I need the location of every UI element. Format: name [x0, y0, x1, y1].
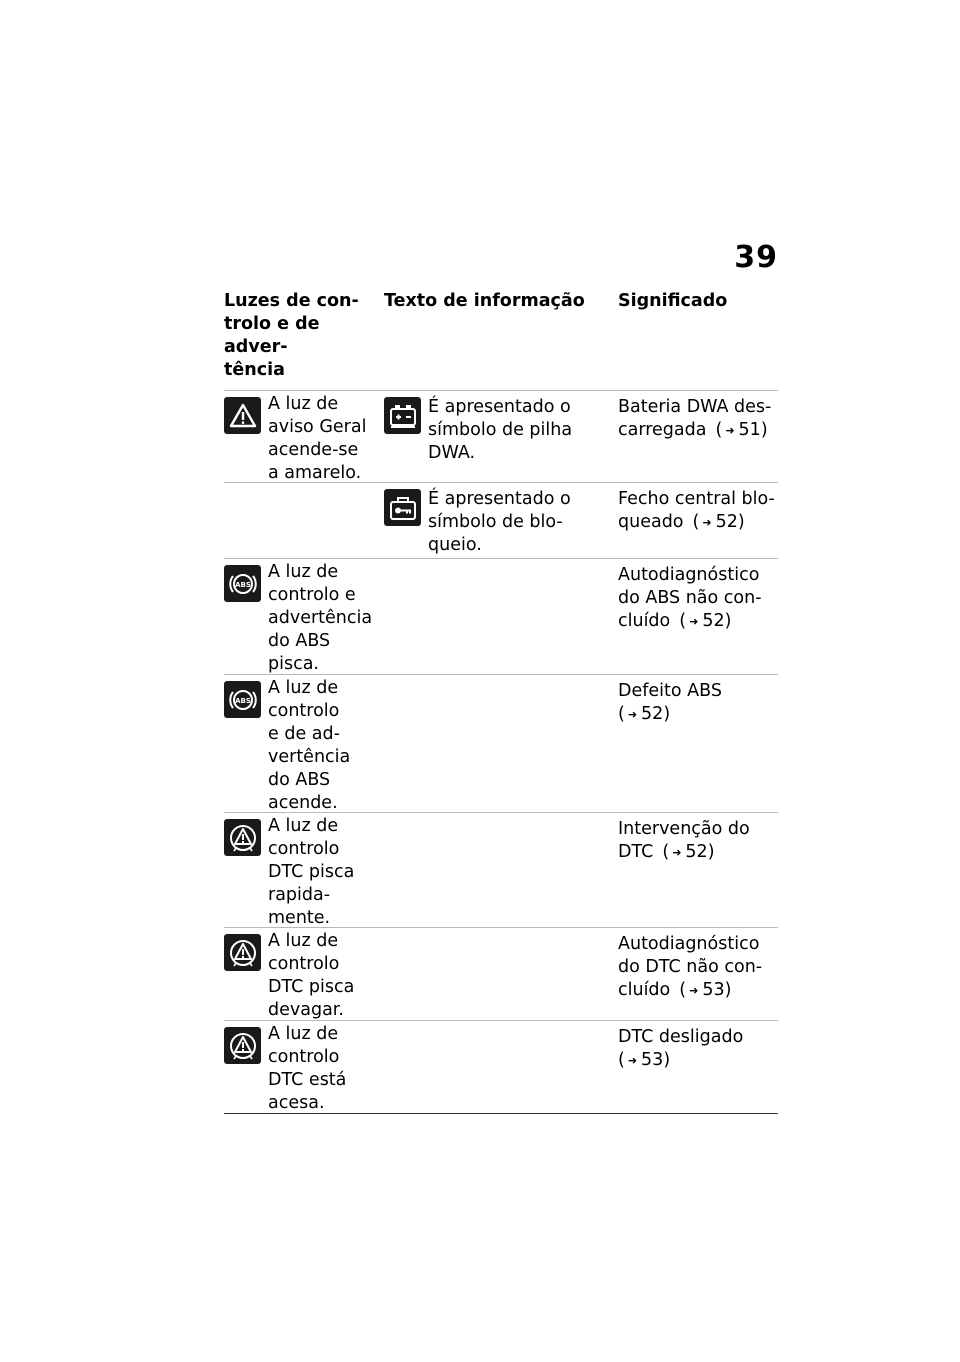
header-info-text: Texto de informação: [384, 291, 585, 311]
table-row: [224, 813, 778, 928]
table-row: [224, 675, 778, 813]
arrow-right-icon: ➜: [725, 424, 735, 437]
reference-page-number: 52: [702, 611, 725, 631]
light-cell: [224, 1021, 384, 1113]
light-description: A luz de controlo e advertência do ABS pisca.: [268, 562, 373, 674]
info-cell: [384, 675, 618, 812]
info-cell: [384, 813, 618, 927]
meaning-cell: [618, 813, 778, 927]
page-reference-link[interactable]: ( ➜ 52): [662, 842, 715, 862]
abs-icon: [224, 565, 261, 602]
page-reference-link[interactable]: ( ➜ 53): [679, 980, 732, 1000]
table-row: [224, 559, 778, 675]
info-description: É apresentado o símbolo de pilha DWA.: [428, 397, 573, 463]
meaning-description: Defeito ABS: [618, 681, 722, 701]
meaning-cell: [618, 675, 778, 812]
light-description: A luz de controlo DTC está acesa.: [268, 1024, 347, 1113]
reference-page-number: 52: [641, 704, 664, 724]
meaning-description: Intervenção do DTC: [618, 819, 750, 862]
table-row: [224, 1021, 778, 1114]
arrow-right-icon: ➜: [702, 516, 712, 529]
reference-page-number: 51: [738, 420, 761, 440]
info-cell: [384, 1021, 618, 1113]
light-description: A luz de controlo DTC pisca rapida- mente.: [268, 816, 355, 928]
table-row: [224, 391, 778, 483]
reference-page-number: 53: [641, 1050, 664, 1070]
svg-text:ABS: ABS: [234, 580, 251, 589]
page-reference-link[interactable]: ( ➜ 52): [679, 611, 732, 631]
light-cell: [224, 391, 384, 482]
meaning-cell: [618, 1021, 778, 1113]
meaning-cell: [618, 559, 778, 674]
light-cell: [224, 675, 384, 812]
page-reference-link[interactable]: ( ➜ 51): [715, 420, 768, 440]
info-cell: [384, 928, 618, 1020]
info-cell: [384, 391, 618, 482]
info-cell: [384, 559, 618, 674]
page-reference-link[interactable]: ( ➜ 52): [618, 704, 671, 724]
light-cell: [224, 928, 384, 1020]
reference-page-number: 52: [685, 842, 708, 862]
reference-page-number: 52: [715, 512, 738, 532]
table-row: [224, 483, 778, 559]
light-cell: [224, 559, 384, 674]
meaning-description: Fecho central blo- queado: [618, 489, 775, 532]
header-meaning: Significado: [618, 291, 728, 311]
meaning-description: Autodiagnóstico do DTC não con- cluído: [618, 934, 763, 1000]
light-description: A luz de controlo DTC pisca devagar.: [268, 931, 355, 1020]
dtc-icon: [224, 819, 261, 856]
page-reference-link[interactable]: ( ➜ 52): [692, 512, 745, 532]
warning-triangle-icon: [224, 397, 261, 434]
light-cell: [224, 813, 384, 927]
meaning-cell: [618, 483, 778, 558]
meaning-description: Bateria DWA des- carregada: [618, 397, 772, 440]
dtc-icon: [224, 1027, 261, 1064]
page-reference-link[interactable]: ( ➜ 53): [618, 1050, 671, 1070]
header-lights: Luzes de con- trolo e de adver- tência: [224, 291, 359, 380]
reference-page-number: 53: [702, 980, 725, 1000]
indicator-table: [224, 290, 778, 1114]
light-description: A luz de aviso Geral acende-se a amarelo.: [268, 394, 367, 483]
arrow-right-icon: ➜: [627, 1054, 638, 1067]
meaning-cell: [618, 928, 778, 1020]
arrow-right-icon: ➜: [689, 615, 699, 628]
arrow-right-icon: ➜: [627, 708, 638, 721]
key-lock-icon: [384, 489, 421, 526]
dwa-battery-icon: [384, 397, 421, 434]
abs-icon: [224, 681, 261, 718]
svg-text:ABS: ABS: [234, 696, 251, 705]
meaning-description: Autodiagnóstico do ABS não con- cluído: [618, 565, 762, 631]
info-cell: [384, 483, 618, 558]
meaning-cell: [618, 391, 778, 482]
dtc-icon: [224, 934, 261, 971]
table-row: [224, 928, 778, 1021]
arrow-right-icon: ➜: [689, 984, 699, 997]
arrow-right-icon: ➜: [672, 846, 682, 859]
table-header: [224, 290, 778, 391]
meaning-description: DTC desligado: [618, 1027, 744, 1047]
info-description: É apresentado o símbolo de blo- queio.: [428, 489, 571, 555]
table-body: [224, 391, 778, 1114]
light-cell: [224, 483, 384, 558]
page-number: 39: [734, 240, 778, 275]
light-description: A luz de controlo e de ad- vertência do ABS acende.: [268, 678, 351, 813]
